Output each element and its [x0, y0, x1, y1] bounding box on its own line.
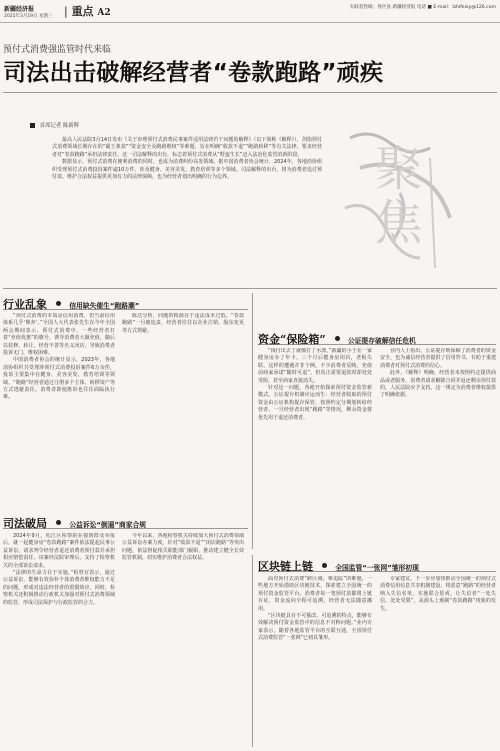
section-label: [64, 3, 111, 19]
paragraph: 此外，《解释》明确，经营者未按照约定提供商品或者服务，消费者请求解除合同并返还剩余预付款的，人民法院应予支持。这一规定为消费者维权提供了明确依据。: [380, 370, 496, 399]
bullet-dot-icon: [322, 563, 327, 568]
paragraph: “法律的生命力在于实施。”检察官表示，通过公益诉讼，能够有效弥补个体消费者维权能力不足的问题，形成对违法经营者的震慑效应。同时，检察机关还积极推动行政机关加强对预付式消费领域的监管，形成司法保护与行政监管的合力。: [3, 570, 115, 606]
section-heading-judicial: [3, 512, 248, 529]
section-body-fund-col1: [258, 348, 372, 544]
issue-date: 2025年3月19日 星期三: [4, 14, 53, 19]
section-body-judicial-col1: [3, 533, 115, 747]
paragraph: 陈达分析，问题的根源在于违法成本过低。“卷款跑路”一旦被追责，经营者往往以企业注销、股东变更等方式规避。: [122, 313, 244, 334]
section-subtitle: 公证提存破解信任危机: [347, 337, 416, 345]
calligraphy-illustration: [330, 118, 480, 278]
byline: [30, 121, 79, 129]
section-title: 资金“保险箱”: [258, 333, 326, 346]
header-contacts: 失联者热线：各区县 新疆经济报 电话 ■ E-mail：lzhifeixy@126.com: [349, 5, 496, 10]
paragraph: 业内人士指出，公证提存既保障了消费者的资金安全，也为诚信经营者提供了信用背书，有助于重建消费者对预付式消费的信心。: [380, 348, 496, 369]
lede-paragraph: 最高人民法院3月14日发布《关于审理预付式消费民事案件适用法律若干问题的解释》（以下简称《解释》），剑指预付式消费领域长期存在的“霸王条款”“资金安全及跑路维权”等难题，旨在明确“收款不退”“跑路转移”等有关法律、要求经营者对“卷款跑路”承担法律责任，这一司法解释的出台，标志着预付式消费从“野蛮生长”迈入法治化监管的新阶段。: [52, 137, 322, 158]
byline-text: 首席记者 陈新辉: [39, 123, 80, 129]
paragraph: “钱付出去了就像打了水漂。”新疆的小王在一家健身房办了年卡，三个月后健身房闭店，老板失联。这样的遭遇并非个例。不少消费者反映，充值前商家承诺“随时可退”，但真正需要退款时却处处受阻，甚至商家直接消失。: [258, 348, 372, 384]
headline-divider: [3, 92, 497, 93]
lede-paragraph-2: 数据显示，预付式消费在便利消费的同时，也成为消费纠纷高发领域。据中国消费者协会统计，2024年，各地消协组织受理预付式消费投诉案件逾10万件，涉及健身、美容美发、教育培训等多个领域。司法解释的出台，将为消费者追讨预付款、维护合法权益提供更加有力的法律保障，也为经营者划出明确的行为边界。: [52, 159, 322, 181]
section-body-blockchain-col2: [380, 576, 496, 747]
column-divider: [252, 555, 253, 747]
bullet-dot-icon: [56, 301, 61, 306]
paragraph: “区块链具有不可篡改、可追溯的特点，能够有效解决预付资金监管中的信息不对称问题。”业内专家表示，随着各地监管平台的互联互通，全国预付式消费监管“一张网”已初具雏形。: [258, 613, 372, 642]
article-headline: 司法出击破解经营者“卷款跑路”顽疾: [3, 60, 384, 86]
article-kicker: 预付式消费强监管时代来临: [3, 45, 112, 55]
column-divider: [252, 293, 253, 549]
paragraph: 今年以来，各地检察机关持续加大预付式消费领域公益诉讼办案力度，针对“收款不退”“闭店跑路”等突出问题，依法督促相关职能部门履职，推动建立健全长效监管机制，切实维护消费者合法权益。: [122, 533, 244, 562]
section-heading-blockchain: [258, 555, 496, 572]
paragraph: 2024年9月，松江区检察院在接到群众举报后，就一起健身房“卷款跑路”案件依法提起民事公益诉讼，请求判令经营者退还消费者预付款并承担相应赔偿责任。该案经法院审理后，支持了检察机关的全部诉讼请求。: [3, 533, 115, 569]
paragraph: 针对这一问题，各地开始探索预付资金监管新模式。公证提存机制应运而生：经营者收取的预付资金由公证机构提存保管，按照约定分期划转给经营者，一旦经营者出现“跑路”等情况，剩余资金将优先用于退还消费者。: [258, 385, 372, 421]
section-subtitle: 全国监管“一张网”雏形初现: [335, 564, 419, 572]
section-title: 区块链上链: [258, 560, 313, 573]
page-header: [0, 0, 500, 23]
section-subtitle: 公益诉讼“倒逼”商家合规: [69, 521, 147, 529]
page-number: A2: [97, 8, 111, 18]
section-body-industry-col2: [122, 313, 244, 505]
paragraph: 专家建议，下一步应加快推动全国统一的预付式消费信用信息共享机制建设，将恶意“跑路”的经营者纳入失信名单，实施联合惩戒，让失信者“一处失信、处处受限”，从源头上遏制“卷款跑路”现象的发生。: [380, 576, 496, 612]
bullet-dot-icon: [56, 520, 61, 525]
bullet-dot-icon: [335, 336, 340, 341]
section-title: 行业乱象: [3, 298, 47, 311]
section-bar-icon: |: [64, 5, 68, 18]
decor-label: 聚焦: [366, 143, 422, 251]
section-divider-top: [3, 288, 497, 289]
section-body-blockchain-col1: [258, 576, 372, 747]
paragraph: 面对预付式消费“跨区域、难追踪”的难题，一些地方开始借助区块链技术，探索建立全国统一的预付资金监管平台。消费者每一笔预付款都将上链存证，资金流向全程可追溯，经营者无法随意挪用。: [258, 576, 372, 612]
square-bullet-icon: [30, 123, 35, 128]
section-heading-industry: [3, 293, 248, 310]
lede-block: [52, 137, 322, 181]
section-body-industry-col1: [3, 313, 115, 505]
section-body-judicial-col2: [122, 533, 244, 747]
section-heading-fund: [258, 328, 496, 345]
section-subtitle: 信用缺失催生“跑路潮”: [69, 302, 140, 310]
section-title: 司法破局: [3, 517, 47, 530]
paragraph: “预付式消费的本质是信用消费，但当前信用体系几乎‘裸奔’。”全国人大代表张先生在今年全国两会期间表示。预付式消费中，一些经营者打着“充值优惠”的旗号，诱导消费者大额充值，随后以装修、转让、经营不善等名义闭店，导致消费者投诉无门、维权困难。: [3, 313, 115, 357]
masthead: 新疆经济报: [4, 6, 35, 13]
section-body-fund-col2: [380, 348, 496, 544]
section-title: 重点: [71, 5, 94, 18]
paragraph: 中国消费者协会的统计显示，2023年，各地消协组织共受理涉预付式消费投诉案件6万余件，投诉主要集中在健身、美容美发、教育培训等领域。“跑路”经营者通过注册多个主体、转移资产等方式逃避责任，消费者即使胜诉也往往面临执行难。: [3, 357, 115, 401]
